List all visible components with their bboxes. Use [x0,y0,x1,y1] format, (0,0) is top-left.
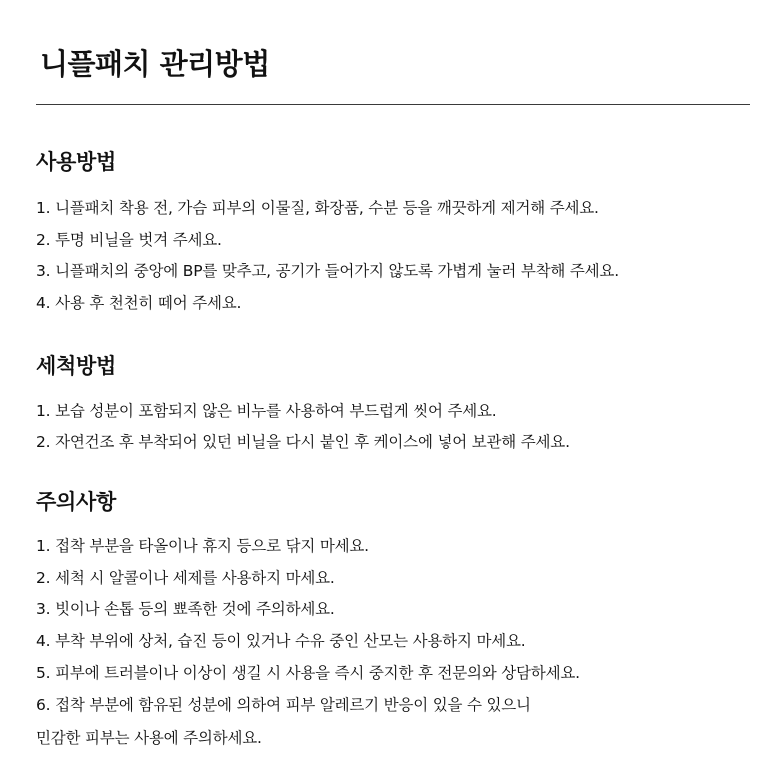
usage-step-3: 3. 니플패치의 중앙에 BP를 맞추고, 공기가 들어가지 않도록 가볍게 눌러 부착해 주세요. [36,262,619,280]
section-title-usage: 사용방법 [36,150,116,174]
usage-step-1: 1. 니플패치 착용 전, 가슴 피부의 이물질, 화장품, 수분 등을 깨끗하게 제거해 주세요. [36,199,599,217]
caution-item-3: 3. 빗이나 손톱 등의 뾰족한 것에 주의하세요. [36,600,335,618]
section-title-cleaning: 세척방법 [36,354,116,378]
caution-item-4: 4. 부착 부위에 상처, 습진 등이 있거나 수유 중인 산모는 사용하지 마세요. [36,632,526,650]
caution-item-6-continued: 민감한 피부는 사용에 주의하세요. [36,729,262,747]
cleaning-step-1: 1. 보습 성분이 포함되지 않은 비누를 사용하여 부드럽게 씻어 주세요. [36,402,497,420]
page-title: 니플패치 관리방법 [40,47,270,81]
caution-item-5: 5. 피부에 트러블이나 이상이 생길 시 사용을 즉시 중지한 후 전문의와 상담하세요. [36,664,580,682]
usage-step-4: 4. 사용 후 천천히 떼어 주세요. [36,294,242,312]
caution-item-6: 6. 접착 부분에 함유된 성분에 의하여 피부 알레르기 반응이 있을 수 있으니 [36,696,531,714]
section-title-caution: 주의사항 [36,490,116,514]
title-divider [36,104,750,105]
caution-item-2: 2. 세척 시 알콜이나 세제를 사용하지 마세요. [36,569,335,587]
caution-item-1: 1. 접착 부분을 타올이나 휴지 등으로 닦지 마세요. [36,537,369,555]
cleaning-step-2: 2. 자연건조 후 부착되어 있던 비닐을 다시 붙인 후 케이스에 넣어 보관해 주세요. [36,433,570,451]
usage-step-2: 2. 투명 비닐을 벗겨 주세요. [36,231,222,249]
